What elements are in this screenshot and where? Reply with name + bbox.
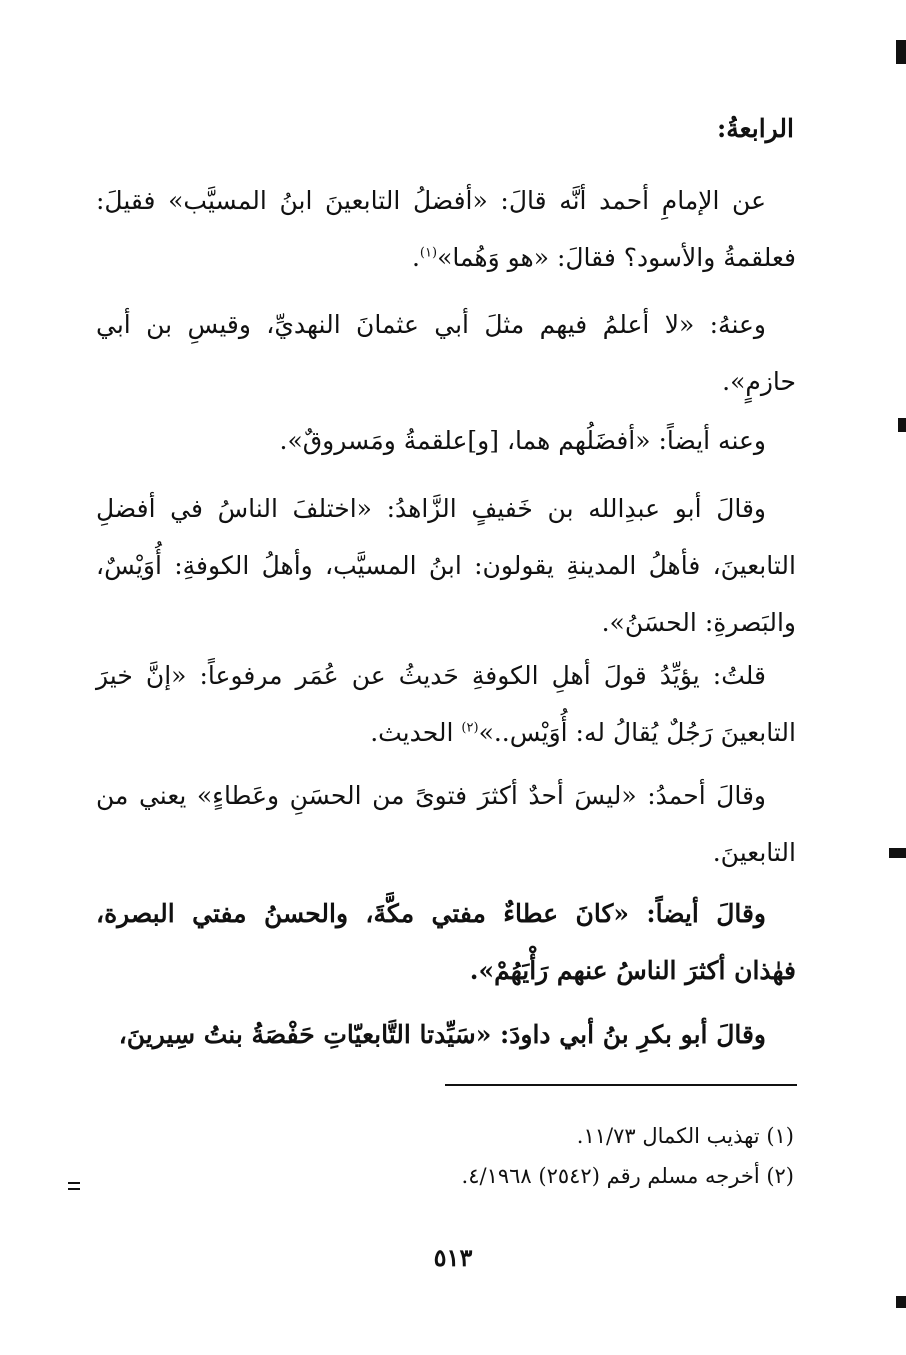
scan-edge-mark-middle [898,418,906,432]
section-heading: الرابعةُ: [717,114,794,143]
main-text-3 [96,412,796,469]
main-text-8 [96,1006,796,1063]
paragraph-1-text: عن الإمامِ أحمد أنَّه قالَ: «أفضلُ التابعينَ ابنُ المسيَّب» فقيلَ: فعلقمةُ والأسود؟ فقالَ: «هو وَهُما» [96,186,796,272]
paragraph-6 [96,767,796,881]
footnote-separator [445,1084,797,1086]
paragraph-1 [96,172,796,286]
paragraph-6-text: وقالَ أحمدُ: «ليسَ أحدٌ أكثرَ فتوىً من الحسَنِ وعَطاءٍ» يعني من التابعينَ. [96,781,796,867]
paragraph-5-tail: الحديث. [370,718,462,747]
main-text-2 [96,296,796,410]
paragraph-4 [96,480,796,651]
footnotes [462,1116,794,1196]
footnote-2: (٢) أخرجه مسلم رقم (٢٥٤٢) ٤/١٩٦٨. [461,1164,794,1188]
paragraph-5-text: قلتُ: يؤيِّدُ قولَ أهلِ الكوفةِ حَديثُ عن عُمَر مرفوعاً: «إنَّ خيرَ التابعينَ رَجُلٌ يُقالُ له: أُوَيْس..» [96,661,796,747]
scan-edge-mark-top [896,40,906,64]
paragraph-8 [96,1006,796,1063]
main-text-7 [96,885,796,999]
paragraph-7 [96,885,796,999]
main-text-5 [96,647,796,761]
scan-edge-mark-bottom [896,1296,906,1308]
paragraph-4-text: وقالَ أبو عبدِالله بن خَفيفٍ الزَّاهدُ: «اختلفَ الناسُ في أفضلِ التابعينَ، فأهلُ المدينةِ يقولون: ابنُ المسيَّب، وأهلُ الكوفةِ: أُوَيْسٌ، والبَصرةِ: الحسَنُ». [96,494,796,637]
scan-edge-mark-lower [889,848,906,858]
footnote-ref-2[interactable]: (٢) [461,720,479,736]
scan-mark-left-2 [68,1188,80,1190]
footnote-1: (١) تهذيب الكمال ١١/٧٣. [576,1124,794,1148]
paragraph-3-text: وعنه أيضاً: «أفضَلُهم هما، [و]علقمةُ ومَسروقٌ». [279,426,766,455]
scan-mark-left-1 [68,1182,80,1184]
paragraph-2 [96,296,796,410]
footnote-ref-1[interactable]: (١) [419,245,438,261]
paragraph-2-text: وعنهُ: «لا أعلمُ فيهم مثلَ أبي عثمانَ النهديِّ، وقيسِ بن أبي حازمٍ». [96,310,796,396]
main-text-4 [96,480,796,651]
paragraph-7-text: وقالَ أيضاً: «كانَ عطاءٌ مفتي مكَّةَ، والحسنُ مفتي البصرة، فهٰذان أكثرَ الناسُ عنهم رَأْيَهُمْ». [96,899,796,985]
paragraph-8-text: وقالَ أبو بكرِ بنُ أبي داودَ: «سَيِّدتا التَّابعيّاتِ حَفْصَةُ بنتُ سِيرينَ، [118,1020,766,1049]
page-number: ٥١٣ [433,1243,473,1272]
main-text [96,172,796,286]
main-text-6 [96,767,796,881]
paragraph-1-tail: . [411,243,420,272]
paragraph-5 [96,647,796,761]
paragraph-3 [96,412,796,469]
